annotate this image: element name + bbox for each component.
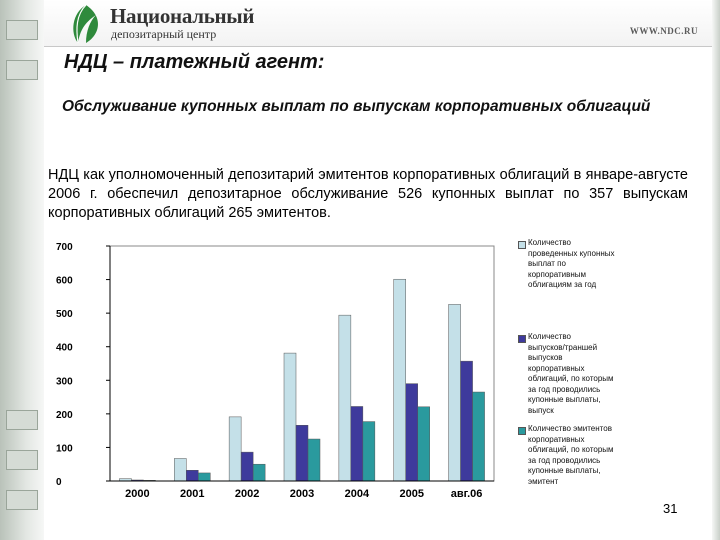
bar-series-1-2004 [339,315,351,481]
y-tick-label: 700 [56,242,73,253]
y-tick-label: 600 [56,275,73,287]
y-tick-label: 100 [56,443,73,455]
legend-swatch [518,335,526,343]
building-window [6,20,38,40]
x-tick-label: 2000 [125,488,150,500]
bar-series-2-авг.06 [461,361,473,481]
bar-series-3-авг.06 [473,392,485,481]
slide-paragraph: НДЦ как уполномоченный депозитарий эмитентов корпоративных облигаций в январе-августе 2006 г. обеспечил депозитарное обслуживание 526 купонных выплат по 357 выпускам корпоративных облигаций 265 эмитентов. [48,167,688,221]
x-tick-label: авг.06 [450,488,483,500]
legend-label: Количество эмитентов корпоративных облигаций, по которым за год проводились купонные выплаты, эмитент [528,424,614,486]
bar-series-3-2003 [308,439,320,481]
bar-series-1-2002 [229,417,241,481]
bar-series-3-2004 [363,422,375,481]
y-tick-label: 200 [56,409,73,421]
bar-series-2-2001 [186,470,198,481]
legend-label: Количество выпусков/траншей выпусков корпоративных облигаций, по которым за год проводились купонные выплаты, выпуск [528,332,614,415]
legend-swatch [518,241,526,249]
x-tick-label: 2001 [180,488,205,500]
bar-series-1-2003 [284,353,296,481]
logo-subtitle: депозитарный центр [111,27,217,41]
bar-series-1-2001 [174,459,186,481]
bar-series-2-2003 [296,425,308,481]
y-tick-label: 0 [56,477,62,488]
y-tick-label: 300 [56,376,73,388]
chart-legend [518,238,668,488]
x-tick-label: 2002 [234,488,260,500]
building-window [6,490,38,510]
logo-leaf-icon [66,3,106,45]
building-window [6,60,38,80]
building-window [6,450,38,470]
y-tick-label: 500 [56,309,73,321]
slide-subtitle: Обслуживание купонных выплат по выпускам корпоративных облигаций [62,98,651,115]
legend-label: Количество проведенных купонных выплат по корпоративным облигациям за год [528,238,615,289]
x-tick-label: 2005 [399,488,424,500]
bar-series-3-2002 [253,464,265,481]
bar-series-3-2005 [418,407,430,481]
x-tick-label: 2004 [344,488,370,500]
bar-series-2-2002 [241,452,253,481]
legend-swatch [518,427,526,435]
bar-series-2-2004 [351,406,363,481]
bar-series-3-2001 [198,473,210,481]
y-tick-label: 400 [56,342,73,354]
slide-title: НДЦ – платежный агент: [64,51,325,73]
page-number: 31 [663,501,678,516]
decorative-right-strip [712,0,720,540]
website-link[interactable]: WWW.NDC.RU [629,26,698,36]
bar-series-2-2005 [406,384,418,481]
bar-series-1-авг.06 [449,304,461,481]
logo-name: Национальный [110,4,255,28]
x-tick-label: 2003 [289,488,315,500]
decorative-building-strip [0,0,44,540]
slide-header [44,0,712,47]
bar-chart [46,238,516,506]
building-window [6,410,38,430]
bar-series-1-2005 [394,279,406,481]
